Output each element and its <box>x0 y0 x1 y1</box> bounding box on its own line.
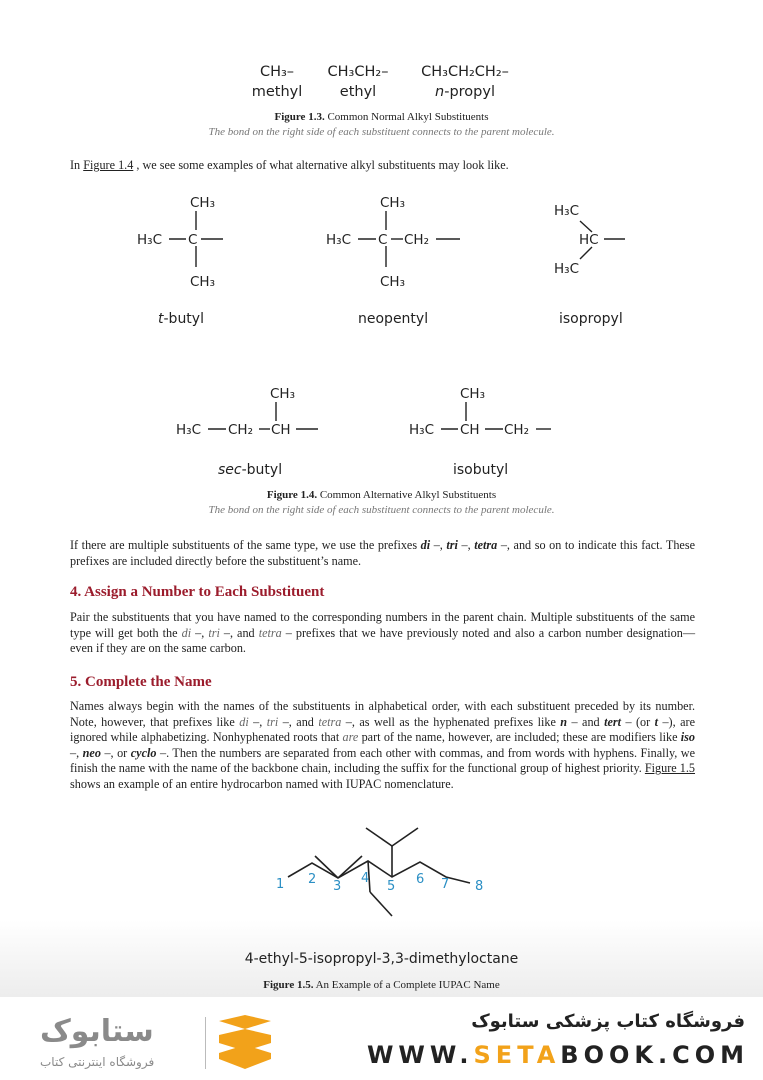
t-butyl-structure <box>137 195 223 327</box>
svg-text:CH₂: CH₂ <box>504 422 529 438</box>
svg-text:sec-butyl: sec-butyl <box>218 462 283 478</box>
svg-text:isobutyl: isobutyl <box>453 462 509 478</box>
figure-1-3-subcaption: The bond on the right side of each substituent connects to the parent molecule. <box>208 126 555 138</box>
propyl-name: n-propyl <box>435 84 495 100</box>
isobutyl-structure <box>409 386 551 478</box>
section-5-paragraph: Names always begin with the names of the substituents in alphabetical order, with each substituent preceded by its number. Note, however, that prefixes like di –, tri –, and tetra –, as well as the hyphenated prefixes like n – and tert – (or t –), are ignored while alphabetizing. Nonhyphenated roots that are part of the name, however, are included; these are modifiers like iso –, neo –, or cyclo –. Then the numbers are separated from each other with commas, and from words with hyphens. Finally, we finish the name with the name of the backbone chain, including the suffix for the functional group of highest priority. Figure 1.5 shows an example of an entire hydrocarbon named with IUPAC nomenclature. <box>70 699 696 791</box>
compound-name: 4-ethyl-5-isopropyl-3,3-dimethyloctane <box>244 951 519 967</box>
carbon-number-5: 5 <box>387 879 396 894</box>
svg-text:HC: HC <box>579 232 599 248</box>
logo-divider <box>205 1017 206 1069</box>
carbon-number-6: 6 <box>416 872 425 887</box>
svg-text:H₃C: H₃C <box>176 422 201 438</box>
ethyl-formula: CH₃CH₂– <box>327 64 389 80</box>
carbon-number-8: 8 <box>475 879 484 894</box>
svg-text:H₃C: H₃C <box>137 232 162 248</box>
figure-1-5-caption: Figure 1.5. An Example of a Complete IUPAC Name <box>263 979 500 991</box>
section-4-paragraph: Pair the substituents that you have named to the corresponding numbers in the parent chain. Multiple substituents of the same type will get both the di –, tri –, and tetra – prefixes that we have previously noted and also a carbon number designation—even if they are on the same carbon. <box>70 610 696 656</box>
svg-text:CH₃: CH₃ <box>460 386 485 402</box>
figure-1-4-structures <box>0 180 763 520</box>
figure-1-4-caption: Figure 1.4. Common Alternative Alkyl Substituents The bond on the right side of each substituent connects to the parent molecule. <box>0 488 763 518</box>
svg-text:H₃C: H₃C <box>554 261 579 277</box>
carbon-number-4: 4 <box>361 871 370 886</box>
svg-text:CH₃: CH₃ <box>380 195 405 211</box>
svg-text:CH₃: CH₃ <box>380 274 405 290</box>
ethyl-name: ethyl <box>339 84 377 100</box>
svg-text:H₃C: H₃C <box>409 422 434 438</box>
carbon-number-7: 7 <box>441 877 450 892</box>
svg-text:C: C <box>188 232 198 248</box>
figure-1-5-link[interactable]: Figure 1.5 <box>644 761 696 776</box>
prefix-paragraph: If there are multiple substituents of the same type, we use the prefixes di –, tri –, tetra –, and so on to indicate this fact. These prefixes are included directly before the substituent’s name. <box>70 538 695 568</box>
neopentyl-structure <box>326 195 460 327</box>
setabook-logo-subtitle: فروشگاه اینترنتی کتاب <box>40 1055 155 1069</box>
svg-text:CH₃: CH₃ <box>190 195 215 211</box>
svg-text:neopentyl: neopentyl <box>358 311 429 327</box>
isopropyl-structure <box>554 203 625 327</box>
setabook-logo-icon <box>215 1015 275 1071</box>
figure-1-4-subcaption: The bond on the right side of each substituent connects to the parent molecule. <box>208 504 555 516</box>
section-5-heading: 5. Complete the Name <box>70 674 212 690</box>
section-4-heading: 4. Assign a Number to Each Substituent <box>70 584 325 600</box>
figure-1-5-structure <box>0 820 763 950</box>
figure-1-3-caption: Figure 1.3. Common Normal Alkyl Substituents The bond on the right side of each substituent connects to the parent molecule. <box>0 110 763 140</box>
svg-text:CH: CH <box>271 422 291 438</box>
svg-text:H₃C: H₃C <box>554 203 579 219</box>
propyl-formula: CH₃CH₂CH₂– <box>421 64 509 80</box>
methyl-formula: CH₃– <box>259 64 295 80</box>
setabook-url[interactable]: WWW.SETABOOK.COM <box>366 1041 749 1069</box>
svg-text:H₃C: H₃C <box>326 232 351 248</box>
carbon-number-1: 1 <box>276 877 285 892</box>
svg-text:isopropyl: isopropyl <box>559 311 623 327</box>
svg-text:t-butyl: t-butyl <box>158 311 204 327</box>
svg-text:CH: CH <box>460 422 480 438</box>
carbon-number-2: 2 <box>308 872 317 887</box>
carbon-number-3: 3 <box>333 879 342 894</box>
figure-1-4-link[interactable]: Figure 1.4 <box>83 158 134 172</box>
svg-text:CH₃: CH₃ <box>190 274 215 290</box>
methyl-name: methyl <box>251 84 303 100</box>
svg-text:CH₂: CH₂ <box>228 422 253 438</box>
methyl-group <box>242 62 312 102</box>
shop-title: فروشگاه کتاب پزشکی ستابوک <box>471 1011 745 1032</box>
propyl-group <box>410 62 520 102</box>
ethyl-group <box>318 62 398 102</box>
svg-text:C: C <box>378 232 388 248</box>
setabook-footer <box>0 997 763 1080</box>
setabook-logo-text: ستابوک <box>40 1014 154 1049</box>
sec-butyl-structure <box>176 386 318 478</box>
intro-paragraph: In Figure 1.4 , we see some examples of what alternative alkyl substituents may look like. <box>70 158 509 172</box>
svg-text:CH₂: CH₂ <box>404 232 429 248</box>
svg-text:CH₃: CH₃ <box>270 386 295 402</box>
